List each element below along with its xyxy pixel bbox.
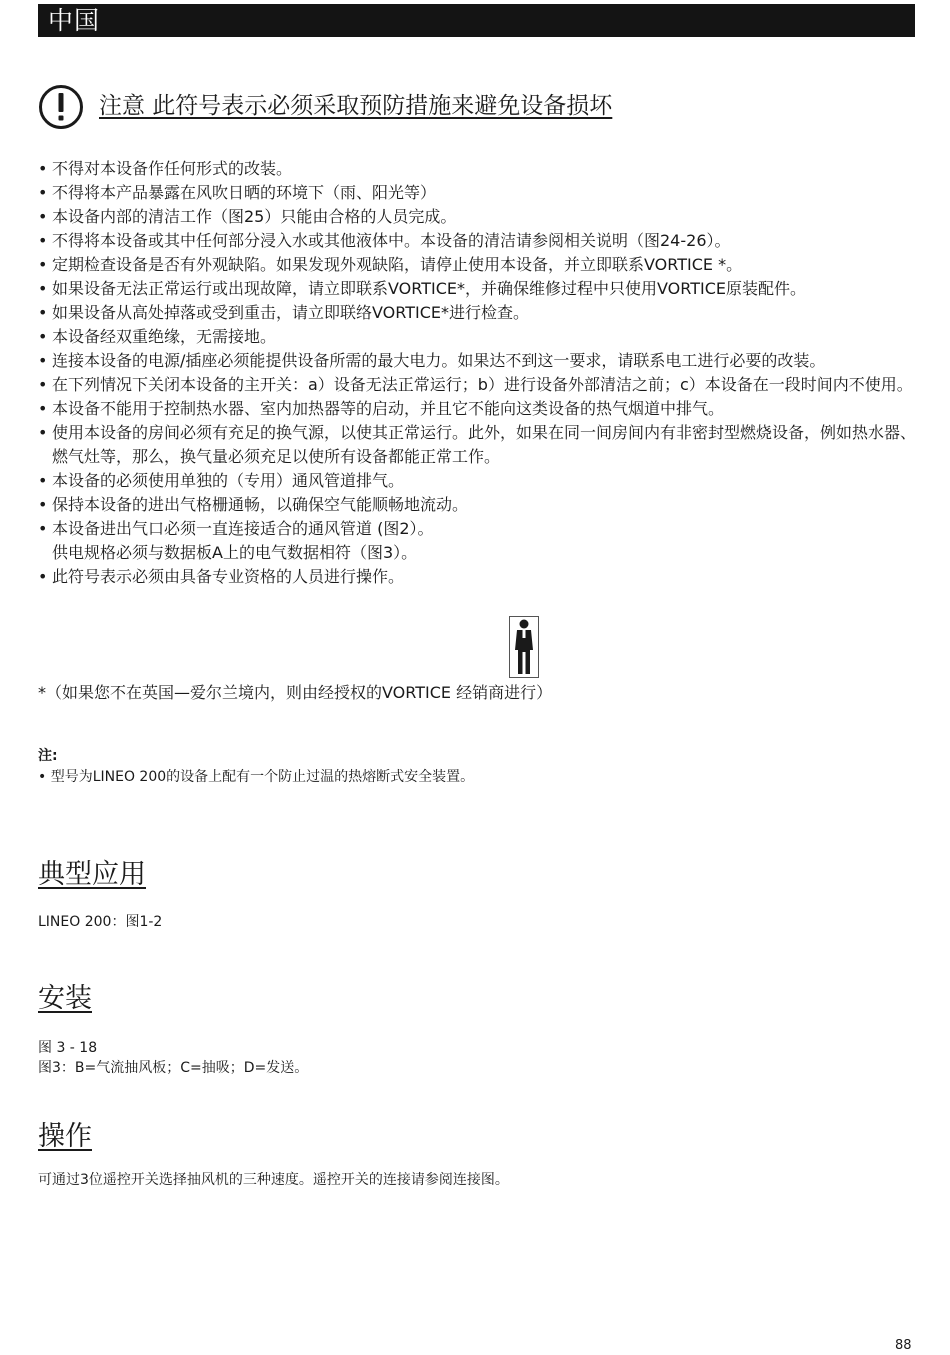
list-item: • 定期检查设备是否有外观缺陷。如果发现外观缺陷，请停止使用本设备，并立即联系VORTICE *。 — [38, 253, 918, 277]
list-item: • 使用本设备的房间必须有充足的换气源，以使其正常运行。此外，如果在同一间房间内有非密封型燃烧设备，例如热水器、燃气灶等，那么，换气量必须充足以使所有设备都能正常工作。 — [38, 421, 918, 469]
list-item: 供电规格必须与数据板A上的电气数据相符（图3）。 — [52, 543, 418, 562]
list-item: • 不得将本产品暴露在风吹日晒的环境下（雨、阳光等） — [38, 181, 918, 205]
qualified-person-icon — [509, 616, 539, 678]
header-bar — [38, 4, 915, 37]
list-item: • 不得将本设备或其中任何部分浸入水或其他液体中。本设备的清洁请参阅相关说明（图24-26）。 — [38, 229, 918, 253]
list-item: • 本设备内部的清洁工作（图25）只能由合格的人员完成。 — [38, 205, 918, 229]
heading-typical-application: 典型应用 — [38, 859, 146, 890]
list-item: • 此符号表示必须由具备专业资格的人员进行操作。 — [38, 565, 918, 589]
footnote: *（如果您不在英国—爱尔兰境内，则由经授权的VORTICE 经销商进行） — [38, 683, 553, 702]
heading-operation: 操作 — [38, 1121, 92, 1152]
list-item: • 在下列情况下关闭本设备的主开关：a）设备无法正常运行；b）进行设备外部清洁之前；c）本设备在一段时间内不使用。 — [38, 373, 918, 397]
installation-legend: 图3：B=气流抽风板；C=抽吸；D=发送。 — [38, 1060, 309, 1076]
header-title: 中国 — [48, 6, 101, 35]
heading-installation: 安装 — [38, 983, 92, 1014]
exclamation-circle-icon — [38, 84, 84, 130]
list-item: • 本设备经双重绝缘，无需接地。 — [38, 325, 918, 349]
list-item: • 保持本设备的进出气格栅通畅，以确保空气能顺畅地流动。 — [38, 493, 918, 517]
list-item: • 如果设备从高处掉落或受到重击，请立即联络VORTICE*进行检查。 — [38, 301, 918, 325]
note-item: • 型号为LINEO 200的设备上配有一个防止过温的热熔断式安全装置。 — [38, 769, 475, 785]
operation-text: 可通过3位遥控开关选择抽风机的三种速度。遥控开关的连接请参阅连接图。 — [38, 1172, 509, 1188]
installation-figures: 图 3 - 18 — [38, 1040, 98, 1056]
page-number: 88 — [895, 1338, 912, 1353]
warning-title: 注意 此符号表示必须采取预防措施来避免设备损坏 — [99, 93, 613, 119]
list-item: • 不得对本设备作任何形式的改装。 — [38, 157, 918, 181]
list-item: • 连接本设备的电源/插座必须能提供设备所需的最大电力。如果达不到这一要求，请联系电工进行必要的改装。 — [38, 349, 918, 373]
list-item: • 本设备进出气口必须一直连接适合的通风管道 (图2）。 — [38, 517, 918, 541]
typical-application-text: LINEO 200：图1-2 — [38, 914, 163, 930]
precautions-list — [38, 157, 918, 589]
list-item: • 如果设备无法正常运行或出现故障，请立即联系VORTICE*，并确保维修过程中只使用VORTICE原装配件。 — [38, 277, 918, 301]
list-item: • 本设备不能用于控制热水器、室内加热器等的启动，并且它不能向这类设备的热气烟道中排气。 — [38, 397, 918, 421]
note-title: 注: — [38, 748, 58, 764]
list-item: • 本设备的必须使用单独的（专用）通风管道排气。 — [38, 469, 918, 493]
